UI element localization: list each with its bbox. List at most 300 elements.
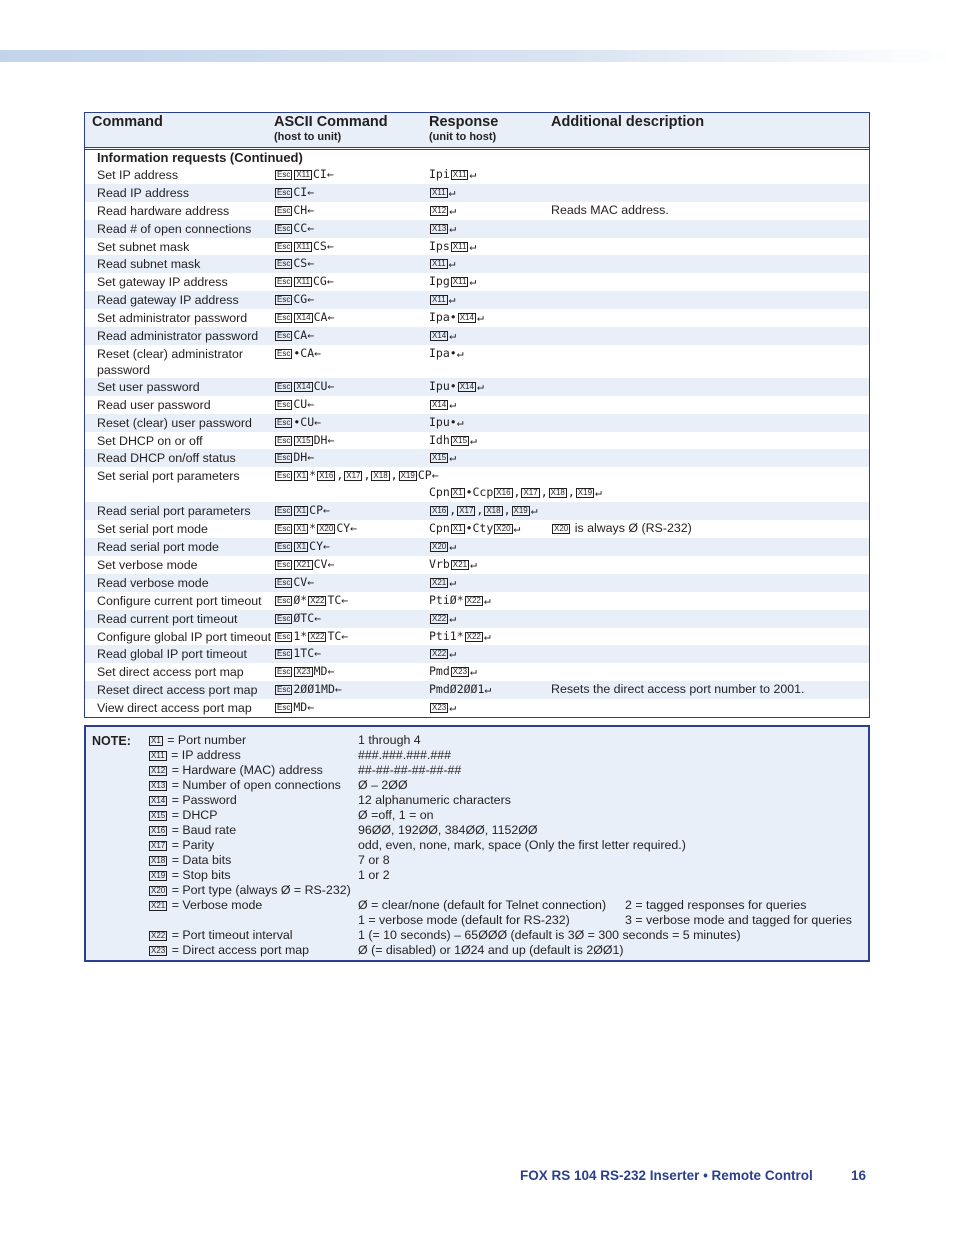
- command-text: ,: [363, 468, 371, 483]
- command-text: 1*: [293, 628, 308, 643]
- command-text: ←: [350, 521, 358, 536]
- command-text: ↵: [469, 167, 477, 181]
- command-text: CP: [309, 503, 323, 518]
- command-label: Read serial port mode: [97, 540, 219, 555]
- variable-key: Esc: [277, 649, 291, 659]
- command-text: ←: [327, 557, 335, 572]
- note-row: [148, 763, 868, 778]
- command-text: ←: [307, 396, 315, 411]
- command-text: Idh: [429, 432, 450, 447]
- table-row: [85, 273, 869, 291]
- command-text: ↵: [470, 432, 477, 447]
- note-variable: [148, 778, 341, 793]
- variable-key: Esc: [277, 435, 291, 445]
- note-variable-text: = Port timeout interval: [171, 928, 293, 942]
- command-text: PmdØ2ØØ1: [429, 682, 485, 697]
- variable-key: X17: [459, 506, 474, 516]
- command-label: Read # of open connections: [97, 221, 252, 236]
- variable-key: X23: [432, 703, 447, 713]
- command-text: ,: [567, 485, 575, 500]
- note-value: 12 alphanumeric characters: [358, 793, 511, 807]
- note-row: [148, 748, 868, 763]
- command-table: [84, 112, 870, 718]
- command-text: Cpn: [429, 485, 450, 500]
- variable-key: X11: [296, 170, 310, 179]
- command-text: ←: [307, 700, 315, 715]
- variable-key: X15: [432, 453, 447, 463]
- note-value: 7 or 8: [358, 853, 390, 867]
- note-row: [148, 868, 868, 883]
- variable-key: X14: [296, 381, 311, 391]
- command-text: ↵: [476, 378, 484, 393]
- ascii-command: [274, 396, 314, 414]
- table-row: [85, 378, 869, 396]
- command-text: ↵: [595, 485, 602, 500]
- note-value: ##-##-##-##-##-##: [358, 763, 462, 777]
- variable-key: X14: [459, 313, 474, 323]
- command-text: ←: [314, 610, 322, 625]
- command-text: MD: [293, 700, 308, 715]
- command-text: Ipu•: [429, 378, 457, 393]
- command-text: ↵: [449, 539, 457, 554]
- variable-key: Esc: [277, 524, 291, 534]
- variable-key: X12: [432, 205, 447, 215]
- command-label: Set administrator password: [97, 311, 248, 326]
- command-label: Read IP address: [97, 185, 190, 200]
- variable-key: X11: [432, 259, 446, 269]
- table-row: [85, 467, 869, 502]
- variable-key: X16: [151, 826, 166, 835]
- variable-key: Esc: [277, 542, 291, 552]
- section-title: Information requests (Continued): [85, 149, 869, 166]
- variable-key: X20: [432, 542, 447, 552]
- variable-key: X14: [432, 331, 447, 341]
- note-variable: [148, 928, 293, 943]
- variable-key: Esc: [277, 577, 291, 587]
- table-row: [85, 681, 869, 699]
- variable-key: X20: [319, 524, 334, 534]
- variable-key: Esc: [277, 560, 291, 570]
- ascii-command: [274, 378, 334, 396]
- command-text: Ipa•: [429, 345, 457, 360]
- variable-key: X17: [523, 488, 538, 498]
- command-label: Set gateway IP address: [97, 275, 228, 290]
- command-text: CC: [293, 220, 308, 235]
- variable-key: X14: [432, 399, 447, 409]
- note-row: [148, 943, 868, 958]
- command-text: ,: [503, 503, 511, 518]
- variable-key: Esc: [277, 170, 291, 179]
- command-text: ,: [513, 485, 521, 500]
- command-text: ↵: [483, 592, 491, 607]
- note-value: 96ØØ, 192ØØ, 384ØØ, 1152ØØ: [358, 823, 538, 837]
- command-text: ↵: [513, 521, 521, 536]
- command-text: ,: [336, 468, 344, 483]
- note-variable-text: = Hardware (MAC) address: [171, 763, 323, 777]
- command-text: ←: [326, 238, 334, 253]
- response: [429, 345, 464, 363]
- command-text: ←: [327, 378, 335, 393]
- variable-key: X16: [496, 488, 511, 498]
- response: [429, 414, 464, 432]
- command-text: ↵: [476, 310, 484, 325]
- response: [429, 538, 456, 556]
- ascii-command: [274, 556, 334, 574]
- response: [429, 502, 538, 520]
- variable-key: X1: [296, 506, 307, 516]
- command-text: ←: [307, 184, 315, 199]
- variable-key: X23: [151, 946, 166, 955]
- description-text: Resets the direct access port number to 2001.: [551, 682, 805, 697]
- variable-key: X21: [151, 901, 166, 910]
- command-text: ←: [327, 310, 335, 325]
- command-text: ←: [314, 414, 322, 429]
- ascii-command: [274, 520, 357, 538]
- command-text: ←: [307, 202, 315, 217]
- variable-key: X22: [310, 631, 325, 641]
- response: [429, 238, 476, 256]
- variable-key: X20: [554, 524, 569, 534]
- variable-key: X21: [452, 560, 468, 570]
- note-row: [148, 808, 868, 823]
- note-variable-text: = Verbose mode: [171, 898, 263, 912]
- ascii-command: [274, 538, 330, 556]
- note-variable: [148, 898, 262, 913]
- command-text: ↵: [448, 292, 456, 307]
- command-label: Read hardware address: [97, 203, 230, 218]
- command-text: PtiØ*: [429, 592, 464, 607]
- variable-key: Esc: [277, 381, 291, 391]
- note-variable: [148, 838, 214, 853]
- variable-key: X12: [151, 766, 166, 775]
- note-variable-text: = Baud rate: [171, 823, 237, 837]
- command-text: MD: [313, 664, 328, 679]
- note-row: [148, 793, 868, 808]
- note-variable: [148, 868, 231, 883]
- command-text: ↵: [449, 202, 457, 217]
- command-text: ←: [307, 220, 315, 235]
- command-text: Pmd: [429, 664, 450, 679]
- command-text: ↵: [449, 700, 457, 715]
- command-label: Read DHCP on/off status: [97, 451, 236, 466]
- table-row: [85, 309, 869, 327]
- response: [429, 699, 456, 717]
- description: [551, 202, 669, 220]
- response: [429, 628, 491, 646]
- page-number: 16: [851, 1168, 867, 1183]
- note-row: [148, 733, 868, 748]
- command-label: Configure global IP port timeout: [97, 629, 272, 644]
- note-variable: [148, 763, 323, 778]
- note-value: 1 through 4: [358, 733, 421, 747]
- variable-key: X17: [346, 471, 361, 481]
- ascii-command: [274, 449, 314, 467]
- ascii-command: [274, 414, 321, 432]
- table-row: [85, 291, 869, 309]
- note-row: [148, 778, 868, 793]
- note-variable: [148, 748, 241, 763]
- command-text: CS: [312, 238, 327, 253]
- variable-key: X15: [452, 435, 468, 445]
- variable-key: X11: [452, 277, 467, 287]
- command-text: ↵: [448, 256, 456, 271]
- command-label: Read user password: [97, 397, 211, 412]
- ascii-command: [274, 699, 314, 717]
- ascii-command: [274, 610, 321, 628]
- note-variable-text: = Direct access port map: [171, 943, 310, 957]
- variable-key: X1: [296, 471, 307, 481]
- command-label: Read subnet mask: [97, 257, 201, 272]
- command-text: ↵: [484, 682, 492, 697]
- ascii-command: [274, 592, 348, 610]
- variable-key: Esc: [277, 417, 291, 427]
- response: [429, 663, 477, 681]
- command-text: ↵: [456, 345, 464, 360]
- command-text: ←: [326, 274, 334, 289]
- table-row: [85, 345, 869, 378]
- variable-key: X13: [151, 781, 166, 790]
- variable-key: X11: [296, 241, 310, 251]
- ascii-command: [274, 574, 314, 592]
- response: [429, 309, 484, 327]
- command-label: Reset direct access port map: [97, 683, 258, 698]
- note-variable-text: = DHCP: [171, 808, 218, 822]
- note-value: 1 or 2: [358, 868, 390, 882]
- note-value: odd, even, none, mark, space (Only the first letter required.): [358, 838, 686, 852]
- command-text: CP: [417, 468, 432, 483]
- note-variable-text: = Data bits: [171, 853, 232, 867]
- command-text: ←: [314, 345, 322, 360]
- ascii-command: [274, 345, 321, 363]
- table-row: [85, 628, 869, 646]
- variable-key: X19: [400, 471, 415, 481]
- note-variable-text: = Port number: [167, 733, 247, 747]
- variable-key: X21: [296, 560, 311, 570]
- note-row: [148, 898, 868, 913]
- command-text: ←: [334, 682, 342, 697]
- response: [429, 645, 456, 663]
- command-text: DH: [293, 450, 308, 465]
- ascii-command: [274, 628, 348, 646]
- table-row: [85, 592, 869, 610]
- command-label: Set subnet mask: [97, 239, 190, 254]
- table-row: [85, 520, 869, 538]
- ascii-command: [274, 327, 314, 345]
- command-text: ↵: [449, 646, 457, 661]
- command-text: ←: [307, 450, 315, 465]
- variable-key: Esc: [277, 259, 291, 269]
- table-row: [85, 414, 869, 432]
- note-label: NOTE:: [92, 734, 131, 748]
- table-row: [85, 574, 869, 592]
- variable-key: X11: [432, 295, 446, 305]
- note-box: [84, 725, 870, 962]
- command-text: CG: [312, 274, 327, 289]
- variable-key: X1: [296, 524, 307, 534]
- variable-key: X20: [496, 524, 511, 534]
- note-variable: [148, 883, 351, 898]
- command-text: ↵: [469, 238, 477, 253]
- command-text: •CA: [293, 345, 315, 360]
- response-second-line: [429, 484, 602, 502]
- variable-key: Esc: [277, 631, 291, 641]
- table-row: [85, 166, 869, 184]
- variable-key: Esc: [277, 313, 291, 323]
- command-text: CY: [309, 539, 323, 554]
- command-text: ←: [307, 292, 315, 307]
- command-text: ↵: [448, 184, 456, 199]
- note-variable-text: = Parity: [171, 838, 215, 852]
- variable-key: X16: [319, 471, 334, 481]
- command-text: CY: [336, 521, 351, 536]
- command-text: ↵: [483, 628, 491, 643]
- command-text: Ipi: [429, 167, 450, 181]
- variable-key: Esc: [277, 703, 291, 713]
- variable-key: X11: [452, 170, 467, 179]
- variable-key: X18: [373, 471, 388, 481]
- ascii-command: [274, 238, 334, 256]
- variable-key: Esc: [277, 223, 291, 233]
- note-variable: [148, 793, 237, 808]
- table-row: [85, 610, 869, 628]
- variable-key: X22: [151, 931, 166, 940]
- command-label: Read global IP port timeout: [97, 647, 247, 662]
- variable-key: Esc: [277, 348, 291, 358]
- note-variable: [148, 733, 246, 748]
- response: [429, 273, 476, 291]
- variable-key: X14: [151, 796, 166, 805]
- ascii-command: [274, 467, 439, 485]
- note-value: 1 (= 10 seconds) – 65ØØØ (default is 3Ø = 300 seconds = 5 minutes): [358, 928, 741, 942]
- command-text: •Cty: [465, 521, 494, 536]
- table-row: [85, 699, 869, 717]
- response: [429, 291, 456, 309]
- note-row: [148, 883, 868, 898]
- ascii-command: [274, 681, 342, 699]
- table-header: [85, 113, 869, 148]
- variable-key: X22: [466, 595, 481, 605]
- note-value: Ø (= disabled) or 1Ø24 and up (default is 2ØØ1): [358, 943, 624, 957]
- variable-key: X20: [151, 886, 166, 895]
- ascii-command: [274, 166, 334, 184]
- response: [429, 166, 476, 184]
- command-text: •Ccp: [465, 485, 494, 500]
- command-text: CG: [293, 292, 308, 307]
- table-rows: [85, 166, 869, 717]
- ascii-command: [274, 291, 314, 309]
- table-row: [85, 538, 869, 556]
- note-variable: [148, 943, 309, 958]
- command-label: Reset (clear) user password: [97, 415, 252, 430]
- response: [429, 574, 456, 592]
- variable-key: X11: [452, 241, 467, 251]
- table-row: [85, 432, 869, 450]
- command-text: ↵: [449, 610, 457, 625]
- command-text: ←: [323, 503, 330, 518]
- command-label: Reset (clear) administrator password: [97, 346, 243, 377]
- command-text: CU: [313, 378, 328, 393]
- command-text: CV: [293, 574, 308, 589]
- table-row: [85, 202, 869, 220]
- note-value-secondary: 3 = verbose mode and tagged for queries: [625, 913, 852, 927]
- command-text: CS: [293, 256, 308, 271]
- note-row: [148, 853, 868, 868]
- header-command: Command: [92, 114, 163, 130]
- note-row: [148, 838, 868, 853]
- command-text: Pti1*: [429, 628, 464, 643]
- table-row: [85, 327, 869, 345]
- ascii-command: [274, 255, 314, 273]
- variable-key: Esc: [277, 205, 291, 215]
- variable-key: X18: [550, 488, 565, 498]
- top-accent-bar: [0, 50, 954, 62]
- command-text: 2ØØ1MD: [293, 682, 335, 697]
- command-text: ↵: [449, 328, 457, 343]
- command-text: ↵: [449, 450, 457, 465]
- response: [429, 520, 520, 538]
- variable-key: Esc: [277, 295, 291, 305]
- variable-key: X1: [296, 542, 307, 552]
- note-variable: [148, 808, 217, 823]
- command-text: ↵: [456, 414, 464, 429]
- table-row: [85, 255, 869, 273]
- command-text: CI: [312, 167, 327, 181]
- note-variable-text: = Number of open connections: [171, 778, 341, 792]
- header-response-sub: (unit to host): [429, 131, 497, 143]
- command-text: ←: [314, 646, 322, 661]
- variable-key: X13: [432, 223, 447, 233]
- command-text: ↵: [449, 396, 457, 411]
- variable-key: X22: [466, 631, 481, 641]
- variable-key: Esc: [277, 399, 291, 409]
- variable-key: X14: [296, 313, 311, 323]
- command-text: *: [309, 468, 317, 483]
- command-label: Read gateway IP address: [97, 293, 239, 308]
- command-label: Read serial port parameters: [97, 504, 251, 519]
- note-variable-text: = Stop bits: [171, 868, 231, 882]
- variable-key: Esc: [277, 595, 291, 605]
- note-variable: [148, 853, 231, 868]
- response: [429, 610, 456, 628]
- description-text: is always Ø (RS-232): [574, 521, 692, 536]
- ascii-command: [274, 273, 334, 291]
- ascii-command: [274, 645, 321, 663]
- variable-key: X1: [452, 524, 463, 534]
- variable-key: X19: [513, 506, 528, 516]
- description: [551, 520, 692, 538]
- footer-title: FOX RS 104 RS-232 Inserter • Remote Control: [520, 1168, 813, 1183]
- response: [429, 255, 456, 273]
- note-variable-text: = IP address: [171, 748, 241, 762]
- variable-key: X15: [151, 811, 166, 820]
- command-text: ←: [307, 328, 315, 343]
- command-text: ←: [327, 432, 335, 447]
- command-text: Ø*: [293, 592, 308, 607]
- note-variable-text: = Password: [171, 793, 237, 807]
- variable-key: X1: [151, 736, 161, 745]
- command-text: ←: [307, 256, 315, 271]
- table-row: [85, 238, 869, 256]
- table-row: [85, 220, 869, 238]
- command-text: TC: [327, 592, 342, 607]
- command-label: Read verbose mode: [97, 575, 209, 590]
- command-label: Set DHCP on or off: [97, 433, 203, 448]
- variable-key: Esc: [277, 241, 291, 251]
- variable-key: Esc: [277, 667, 291, 677]
- response: [429, 432, 477, 450]
- variable-key: X22: [310, 595, 325, 605]
- variable-key: X23: [452, 667, 468, 677]
